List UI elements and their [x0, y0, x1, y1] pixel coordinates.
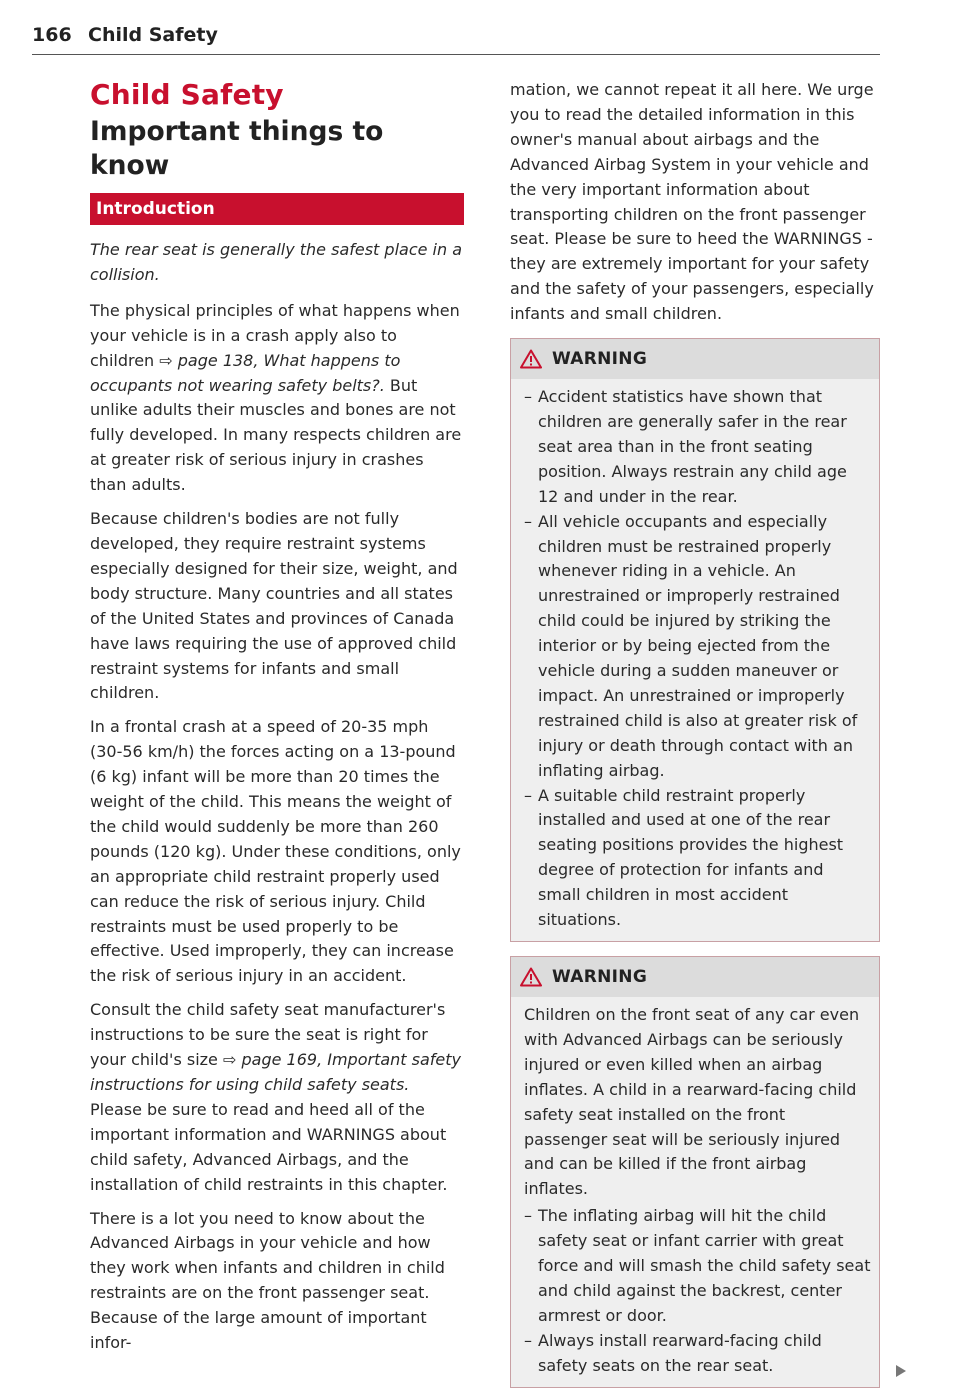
text-span: But unlike adults their muscles and bones are not fully developed. In many respects children are at greater risk of serious injury in crashes than adults. [90, 375, 462, 495]
warning-triangle-icon [520, 349, 542, 369]
lead-paragraph: The rear seat is generally the safest place in a collision. [90, 240, 463, 284]
text-span: Please be sure to read and heed all of the important information and WARNINGS about child safety, Advanced Airbags, and the installation of child restraints in this chapter. [90, 1099, 448, 1194]
chapter-title: Child Safety [90, 78, 284, 111]
warning-text: Children on the front seat of any car even with Advanced Airbags can be seriously injured or even killed when an airbag inflates. A child in a rearward-facing child safety seat installed on the front passenger seat will be seriously injured and can be killed if the front airbag inflates. [524, 1005, 860, 1199]
running-title: Child Safety [88, 24, 218, 46]
right-column [510, 78, 880, 1388]
warning-list-item: – The inflating airbag will hit the child safety seat or infant carrier with great force and will smash the child safety seat and child against the backrest, center armrest or door. [524, 1204, 871, 1329]
warning-list-item: – A suitable child restraint properly installed and used at one of the rear seating positions provides the highest degree of protection for infants and small children in most accident situations. [524, 784, 871, 933]
warning-box [510, 956, 880, 1388]
paragraph-advanced-airbags-start: There is a lot you need to know about the Advanced Airbags in your vehicle and how they work when infants and children in child restraints are on the front passenger seat. Because of the large amount of important infor- [90, 1208, 445, 1353]
continue-arrow-icon [896, 1365, 906, 1377]
page-number: 166 [32, 24, 72, 46]
warning-list-item: – Accident statistics have shown that children are generally safer in the rear seat area than in the front seating position. Always restrain any child age 12 and under in the rear. [524, 385, 871, 510]
warning-header [511, 339, 879, 379]
warning-box [510, 338, 880, 942]
text-span: Consult the child safety seat manufacturer's instructions to be sure the seat is right for your child's size [90, 1000, 446, 1070]
warning-body [511, 379, 879, 941]
subsection-title: Introduction [90, 193, 464, 225]
paragraph-frontal-crash: In a frontal crash at a speed of 20-35 mph (30-56 km/h) the forces acting on a 13-pound (6 kg) infant will be more than 20 times the weight of the child. This means the weight of the child would suddenly be more than 260 pounds (120 kg). Under these conditions, only an appropriate child restraint properly used can reduce the risk of serious injury. Child restraints must be used properly to be effective. Used improperly, they can increase the risk of serious injury in an accident. [90, 717, 461, 986]
cross-reference-link[interactable]: ⇨ page 138, What happens to occupants not wearing safety belts?. [90, 350, 401, 395]
warning-label: WARNING [552, 967, 648, 987]
left-column [90, 78, 464, 1365]
page-header [32, 24, 880, 55]
warning-body [511, 997, 879, 1387]
paragraph-restraint-laws: Because children's bodies are not fully developed, they require restraint systems especially designed for their size, weight, and body structure. Many countries and all states of the United States and provinces of Canada have laws requiring the use of approved child restraint systems for infants and small children. [90, 509, 458, 703]
warning-list-item: – All vehicle occupants and especially children must be restrained properly whenever riding in a vehicle. An unrestrained or improperly restrained child could be injured by striking the interior or by being ejected from the vehicle during a sudden maneuver or impact. An unrestrained or improperly restrained child is also at greater risk of injury or death through contact with an inflating airbag. [524, 510, 871, 784]
warning-list-item: – Always install rearward-facing child safety seats on the rear seat. [524, 1329, 871, 1379]
warning-triangle-icon [520, 967, 542, 987]
warning-label: WARNING [552, 349, 648, 370]
paragraph-physical-principles [90, 299, 464, 498]
cross-reference-link[interactable]: ⇨ page 169, Important safety instructions for using child safety seats. [90, 1050, 461, 1094]
paragraph-advanced-airbags: mation, we cannot repeat it all here. We urge you to read the detailed information in this owner's manual about airbags and the Advanced Airbag System in your vehicle and the very important information about transporting children on the front passenger seat. Please be sure to heed the WARNINGS - they are extremely important for your safety and the safety of your passengers, especially infants and small children. [510, 80, 874, 324]
section-title: Important things to know [90, 116, 384, 181]
paragraph-consult-manufacturer [90, 998, 464, 1197]
warning-header [511, 957, 879, 997]
text-span: The physical principles of what happens when your vehicle is in a crash apply also to children [90, 300, 460, 370]
